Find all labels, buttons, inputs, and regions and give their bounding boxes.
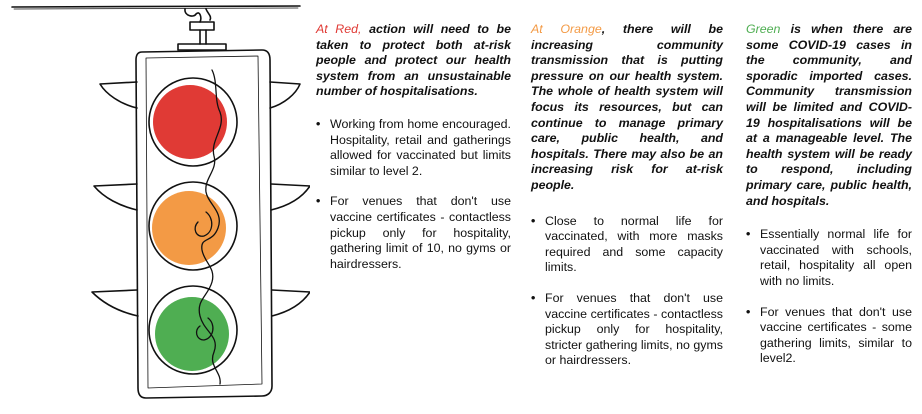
orange-lead: At Orange [531, 22, 602, 36]
red-intro [316, 22, 511, 100]
list-item-text: Working from home encouraged. Hospitality, retail and gatherings allowed for vaccinated but limits similar to level 2. [330, 116, 511, 178]
green-lead: Green [746, 22, 781, 36]
list-item [316, 194, 511, 272]
list-item [531, 214, 723, 276]
red-intro-text: action will need to be taken to protect both at-risk people and protect our health system from an unsustainable number of hospitalisations. [316, 22, 511, 99]
green-intro [746, 22, 912, 209]
bullet-icon: • [316, 116, 321, 131]
orange-bullets [531, 214, 723, 369]
red-bullets [316, 117, 511, 272]
list-item [316, 117, 511, 179]
list-item [746, 305, 912, 367]
bullet-icon: • [531, 213, 536, 228]
list-item-text: Essentially normal life for vaccinated with schools, retail, hospitality all open with no limits. [760, 227, 912, 288]
bullet-icon: • [746, 227, 751, 242]
bullet-icon: • [531, 290, 536, 305]
green-bullets [746, 227, 912, 367]
bullet-icon: • [746, 304, 751, 319]
list-item [531, 291, 723, 369]
red-lead: At Red, [316, 22, 362, 36]
list-item-text: For venues that don't use vaccine certificates - contactless pickup only for hospitality, stricter gathering limits, no gyms or hairdressers. [545, 290, 723, 368]
list-item-text: For venues that don't use vaccine certificates - some gathering limits, similar to level2. [760, 304, 912, 366]
list-item [746, 227, 912, 289]
bullet-icon: • [316, 194, 321, 209]
traffic-light-icon [0, 0, 310, 414]
list-item-text: Close to normal life for vaccinated, with more masks required and some capacity limits. [545, 213, 723, 275]
green-intro-text: is when there are some COVID-19 cases in the community, and sporadic imported cases. Community transmission will be limited and COVID-19 hospitalisations will be at a manageable level. The health system will be ready to respond, including primary care, public health, and hospitals. [746, 22, 912, 208]
list-item-text: For venues that don't use vaccine certificates - contactless pickup only for hospitality, gathering limit of 10, no gyms or hairdressers. [330, 194, 511, 271]
orange-intro-text: , there will be increasing community transmission that is putting pressure on our health system. The whole of health system will focus its resources, but can continue to manage primary care, public health, and hospitals. There may also be an increasing risk for at-risk people. [531, 22, 723, 192]
orange-intro [531, 22, 723, 194]
orange-level-section [531, 22, 723, 369]
red-level-section [316, 22, 511, 272]
green-level-section [746, 22, 912, 367]
